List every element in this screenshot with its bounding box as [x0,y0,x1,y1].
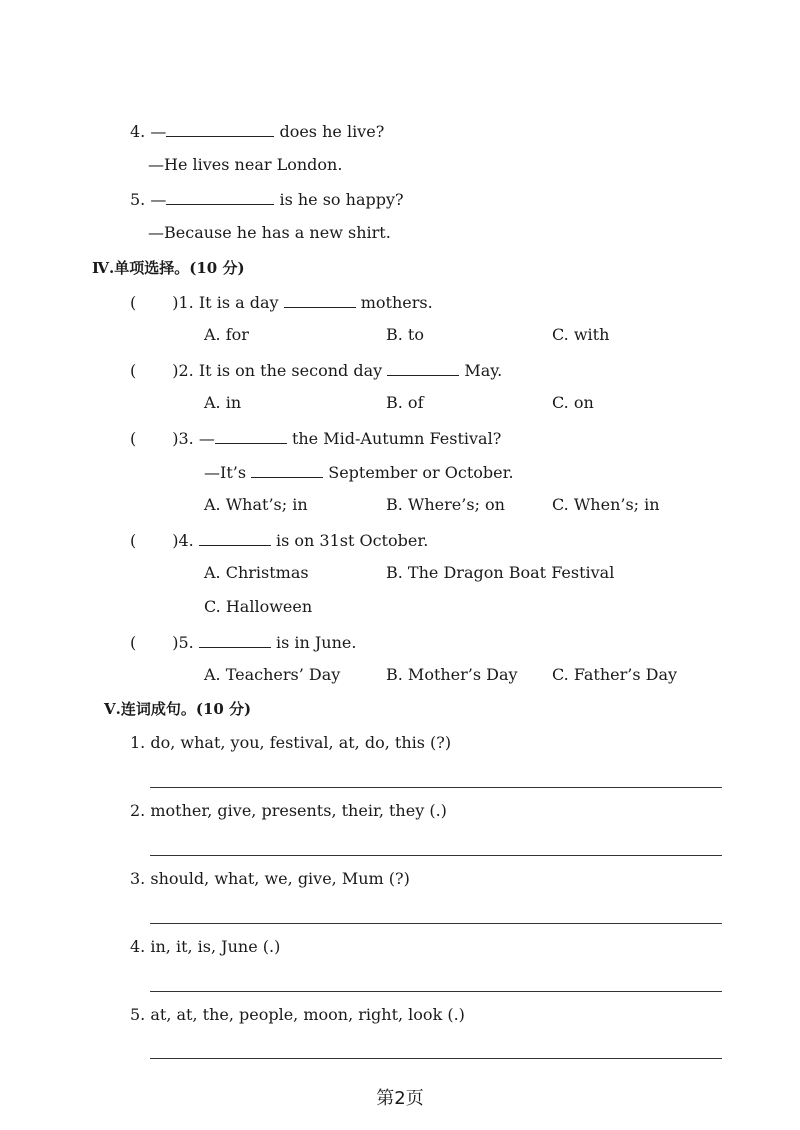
mc-q3-post: the Mid-Autumn Festival? [286,429,502,448]
mc-q4-post: is on 31st October. [270,531,429,550]
mc-q2-post: May. [459,361,503,380]
mc-q2-option-b[interactable]: B. of [386,393,424,412]
reorder-item-2: 2. mother, give, presents, their, they (.) [130,801,447,820]
answer-paren-open: ( [130,361,137,380]
mc-q4 [130,529,428,551]
answer-paren-close: ) [172,361,179,380]
mc-q3-line2 [204,461,514,483]
reorder-item-1: 1. do, what, you, festival, at, do, this (?) [130,733,452,752]
mc-q4-option-b[interactable]: B. The Dragon Boat Festival [386,563,615,582]
mc-q3-pre: — [198,429,215,448]
mc-q3 [130,427,501,449]
reorder-item-5: 5. at, at, the, people, moon, right, look (.) [130,1005,465,1024]
answer-line-1[interactable] [150,787,722,788]
reorder-item-3: 3. should, what, we, give, Mum (?) [130,869,410,888]
mc-q1-option-c[interactable]: C. with [552,325,610,344]
mc-q5 [130,631,356,653]
answer-line-4[interactable] [150,991,722,992]
mc-q3-number: 3. [178,429,194,448]
q5-text: is he so happy? [274,190,404,209]
mc-q2-blank[interactable] [387,359,459,376]
q5-number: 5. [130,190,146,209]
mc-q5-option-c[interactable]: C. Father’s Day [552,665,678,684]
mc-q4-option-c[interactable]: C. Halloween [204,597,313,616]
q4-answer: —He lives near London. [148,155,343,174]
mc-q4-option-a[interactable]: A. Christmas [204,563,309,582]
answer-paren-close: ) [172,429,179,448]
q4-text: does he live? [274,122,385,141]
mc-q1-number: 1. [178,293,194,312]
mc-q1-option-b[interactable]: B. to [386,325,424,344]
mc-q2-pre: It is on the second day [198,361,388,380]
section5-title: Ⅴ.连词成句。(10 分) [104,700,252,718]
answer-paren-close: ) [172,293,179,312]
reorder-item-4: 4. in, it, is, June (.) [130,937,281,956]
mc-q3-option-a[interactable]: A. What’s; in [204,495,308,514]
q5-blank[interactable] [166,188,274,205]
mc-q2-option-a[interactable]: A. in [204,393,242,412]
mc-q1-pre: It is a day [198,293,284,312]
answer-line-2[interactable] [150,855,722,856]
mc-q3-option-b[interactable]: B. Where’s; on [386,495,505,514]
mc-q1 [130,291,433,313]
mc-q1-option-a[interactable]: A. for [204,325,249,344]
q5-dash: — [150,190,167,209]
mc-q4-blank[interactable] [199,529,271,546]
mc-q5-option-a[interactable]: A. Teachers’ Day [204,665,341,684]
mc-q3-line2-pre: —It’s [204,463,252,482]
q4-number: 4. [130,122,146,141]
answer-line-3[interactable] [150,923,722,924]
mc-q2 [130,359,502,381]
mc-q2-number: 2. [178,361,194,380]
mc-q5-number: 5. [178,633,194,652]
mc-q1-blank[interactable] [284,291,356,308]
q5-line [130,188,404,210]
mc-q5-post: is in June. [270,633,357,652]
q4-line [130,120,384,142]
mc-q3-line2-post: September or October. [323,463,514,482]
q4-dash: — [150,122,167,141]
answer-paren-open: ( [130,429,137,448]
mc-q5-blank[interactable] [199,631,271,648]
answer-paren-open: ( [130,633,137,652]
answer-paren-close: ) [172,633,179,652]
section4-title: Ⅳ.单项选择。(10 分) [92,259,245,277]
page-number: 第2页 [376,1088,424,1109]
answer-paren-open: ( [130,293,137,312]
mc-q4-number: 4. [178,531,194,550]
mc-q3-line2-blank[interactable] [251,461,323,478]
q4-blank[interactable] [166,120,274,137]
mc-q3-option-c[interactable]: C. When’s; in [552,495,660,514]
answer-paren-close: ) [172,531,179,550]
mc-q2-option-c[interactable]: C. on [552,393,594,412]
mc-q3-blank[interactable] [215,427,287,444]
answer-paren-open: ( [130,531,137,550]
mc-q1-post: mothers. [355,293,433,312]
answer-line-5[interactable] [150,1058,722,1059]
mc-q5-option-b[interactable]: B. Mother’s Day [386,665,518,684]
q5-answer: —Because he has a new shirt. [148,223,391,242]
